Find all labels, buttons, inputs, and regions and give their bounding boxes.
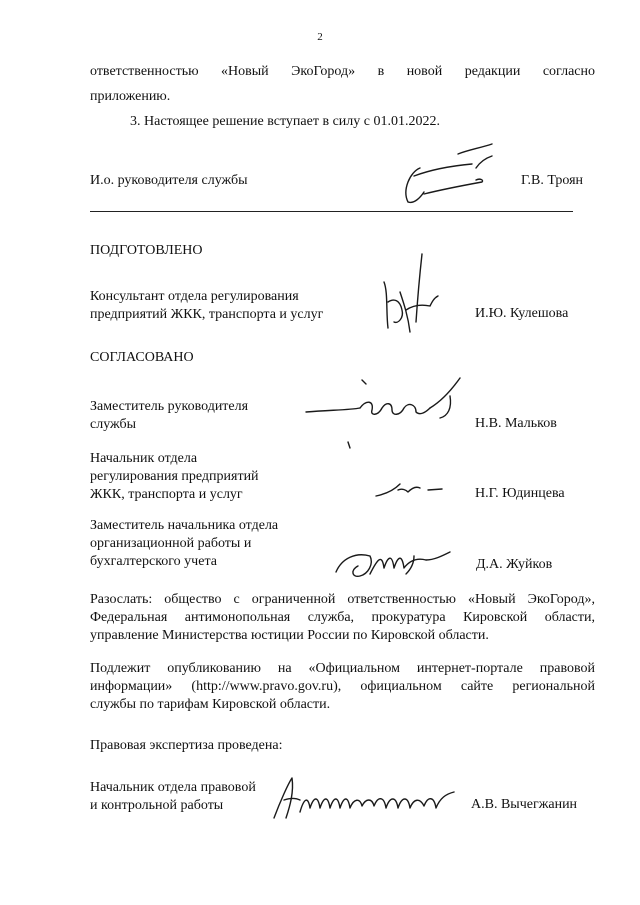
agreed-person-2-signature: [372, 478, 452, 502]
agreed-person-3-position: Заместитель начальника отдела организационной работы и бухгалтерского учета: [90, 518, 279, 570]
distribution-line-1: Разослать: общество с ограниченной ответственностью «Новый ЭкоГород»,: [90, 592, 595, 607]
item-3-effective-date: 3. Настоящее решение вступает в силу с 01.01.2022.: [130, 114, 440, 129]
agreed-person-1-position: Заместитель руководителя службы: [90, 399, 249, 433]
legal-review-name: А.В. Вычегжанин: [471, 797, 578, 812]
agreed-person-1-signature: [300, 372, 470, 452]
head-name: Г.В. Троян: [521, 173, 584, 188]
distribution-line-2: Федеральная антимонопольная служба, прокуратура Кировской области,: [90, 610, 595, 625]
agreed-person-3-name: Д.А. Жуйков: [476, 557, 553, 572]
publication-line-1: Подлежит опубликованию на «Официальном интернет-портале правовой: [90, 661, 595, 676]
publication-line-3: службы по тарифам Кировской области.: [90, 697, 331, 712]
page-number: 2: [317, 31, 323, 43]
agreed-person-1-name: Н.В. Мальков: [475, 416, 557, 431]
legal-review-position: Начальник отдела правовой и контрольной работы: [90, 780, 256, 814]
paragraph-continuation-line-2: приложению.: [90, 89, 171, 104]
prepared-name: И.Ю. Кулешова: [475, 306, 569, 321]
agreed-person-2-name: Н.Г. Юдинцева: [475, 486, 565, 501]
agreed-heading: СОГЛАСОВАНО: [90, 350, 194, 365]
prepared-heading: ПОДГОТОВЛЕНО: [90, 243, 203, 258]
publication-line-2: информации» (http://www.pravo.gov.ru), официальном сайте региональной: [90, 679, 595, 694]
paragraph-continuation-line-1: ответственностью «Новый ЭкоГород» в новой редакции согласно: [90, 64, 595, 79]
distribution-line-3: управление Министерства юстиции России по Кировской области.: [90, 628, 489, 643]
prepared-signature: [376, 252, 446, 338]
agreed-person-2-position: Начальник отдела регулирования предприятий ЖКК, транспорта и услуг: [90, 451, 259, 503]
prepared-position: Консультант отдела регулирования предприятий ЖКК, транспорта и услуг: [90, 289, 324, 323]
legal-review-statement: Правовая экспертиза проведена:: [90, 738, 283, 753]
legal-review-signature: [268, 772, 468, 824]
agreed-person-3-signature: [330, 538, 460, 584]
head-position: И.о. руководителя службы: [90, 173, 248, 188]
head-signature: [380, 140, 500, 210]
divider-line: [90, 211, 573, 212]
